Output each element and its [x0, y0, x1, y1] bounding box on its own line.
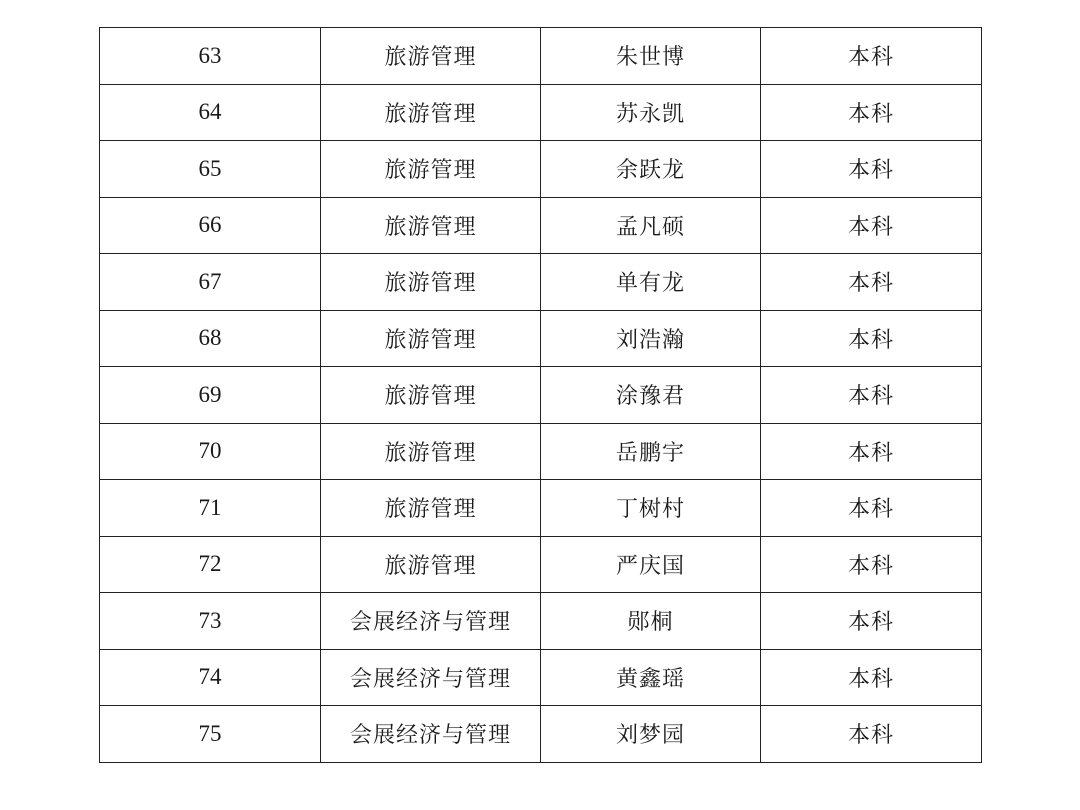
row-number: 68	[100, 310, 321, 367]
degree-cell: 本科	[761, 706, 982, 763]
row-number: 71	[100, 480, 321, 537]
student-name-cell: 孟凡硕	[541, 197, 761, 254]
student-name-cell: 朱世博	[541, 28, 761, 85]
table-row	[100, 423, 982, 480]
major-cell: 旅游管理	[321, 84, 541, 141]
table-row	[100, 28, 982, 85]
student-name-cell: 苏永凯	[541, 84, 761, 141]
row-number: 66	[100, 197, 321, 254]
major-cell: 旅游管理	[321, 536, 541, 593]
major-cell: 旅游管理	[321, 28, 541, 85]
degree-cell: 本科	[761, 254, 982, 311]
student-name-cell: 郧桐	[541, 593, 761, 650]
student-name-cell: 丁树村	[541, 480, 761, 537]
student-name-cell: 刘梦园	[541, 706, 761, 763]
degree-cell: 本科	[761, 310, 982, 367]
major-cell: 会展经济与管理	[321, 649, 541, 706]
row-number: 69	[100, 367, 321, 424]
table-row	[100, 254, 982, 311]
table-row	[100, 141, 982, 198]
student-name-cell: 黄鑫瑶	[541, 649, 761, 706]
degree-cell: 本科	[761, 84, 982, 141]
major-cell: 旅游管理	[321, 197, 541, 254]
student-roster-table	[99, 27, 982, 763]
table-row	[100, 197, 982, 254]
student-name-cell: 涂豫君	[541, 367, 761, 424]
degree-cell: 本科	[761, 197, 982, 254]
major-cell: 会展经济与管理	[321, 593, 541, 650]
degree-cell: 本科	[761, 141, 982, 198]
row-number: 75	[100, 706, 321, 763]
table-row	[100, 536, 982, 593]
table-row	[100, 84, 982, 141]
degree-cell: 本科	[761, 536, 982, 593]
table-row	[100, 367, 982, 424]
degree-cell: 本科	[761, 28, 982, 85]
row-number: 63	[100, 28, 321, 85]
degree-cell: 本科	[761, 480, 982, 537]
major-cell: 旅游管理	[321, 141, 541, 198]
row-number: 64	[100, 84, 321, 141]
student-name-cell: 余跃龙	[541, 141, 761, 198]
table-row	[100, 480, 982, 537]
degree-cell: 本科	[761, 423, 982, 480]
student-name-cell: 刘浩瀚	[541, 310, 761, 367]
row-number: 73	[100, 593, 321, 650]
table-row	[100, 310, 982, 367]
student-name-cell: 严庆国	[541, 536, 761, 593]
major-cell: 旅游管理	[321, 254, 541, 311]
student-name-cell: 岳鹏宇	[541, 423, 761, 480]
degree-cell: 本科	[761, 593, 982, 650]
table-row	[100, 706, 982, 763]
major-cell: 旅游管理	[321, 310, 541, 367]
row-number: 70	[100, 423, 321, 480]
table-row	[100, 649, 982, 706]
row-number: 72	[100, 536, 321, 593]
row-number: 65	[100, 141, 321, 198]
major-cell: 旅游管理	[321, 367, 541, 424]
student-name-cell: 单有龙	[541, 254, 761, 311]
major-cell: 会展经济与管理	[321, 706, 541, 763]
major-cell: 旅游管理	[321, 423, 541, 480]
roster-body	[100, 28, 982, 763]
degree-cell: 本科	[761, 367, 982, 424]
row-number: 74	[100, 649, 321, 706]
row-number: 67	[100, 254, 321, 311]
major-cell: 旅游管理	[321, 480, 541, 537]
table-row	[100, 593, 982, 650]
degree-cell: 本科	[761, 649, 982, 706]
